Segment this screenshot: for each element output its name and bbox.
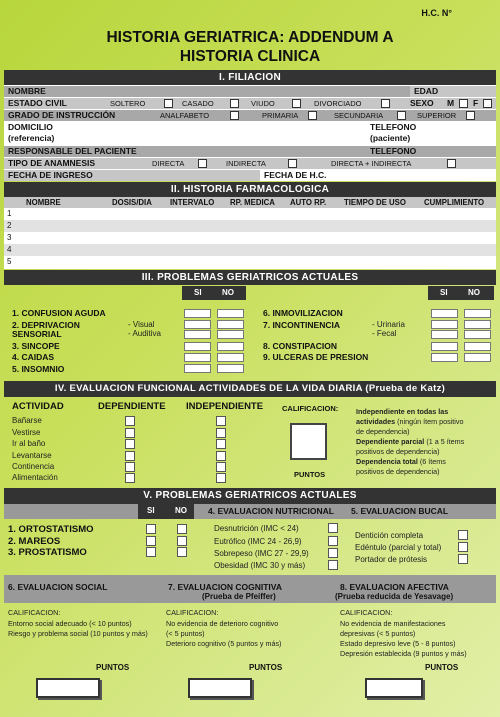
constipacion-label: 8. CONSTIPACION xyxy=(263,341,337,351)
section5-subheader xyxy=(4,504,496,519)
row-estado-civil xyxy=(4,98,496,109)
note-line: CALIFICACION: xyxy=(166,608,219,617)
social-puntos-label: PUNTOS xyxy=(96,663,130,672)
ulceras-si-box[interactable] xyxy=(431,353,458,362)
auditiva-no-box[interactable] xyxy=(217,330,244,339)
mareos-si-checkbox[interactable] xyxy=(146,536,156,546)
sexo-f-label: F xyxy=(473,98,479,108)
section-problemas2-header: V. PROBLEMAS GERIATRICOS ACTUALES xyxy=(4,488,496,504)
divorciado-label: DIVORCIADO xyxy=(314,99,362,108)
afectiva-puntos-label: PUNTOS xyxy=(425,663,459,672)
katz-item: Alimentación xyxy=(12,473,58,482)
ortostatismo-no-checkbox[interactable] xyxy=(177,524,187,534)
protesis-checkbox[interactable] xyxy=(458,554,468,564)
row-number: 5 xyxy=(7,257,12,266)
col-intervalo: INTERVALO xyxy=(170,198,215,207)
buc-option: Portador de prótesis xyxy=(355,555,428,564)
auditiva-si-box[interactable] xyxy=(184,330,211,339)
ulceras-no-box[interactable] xyxy=(464,353,491,362)
afectiva-notes xyxy=(340,608,467,659)
visual-no-box[interactable] xyxy=(217,320,244,329)
sexo-f-checkbox[interactable] xyxy=(483,99,492,108)
inmovilizacion-label: 6. INMOVILIZACION xyxy=(263,308,343,318)
si-label: SI xyxy=(194,288,202,297)
ulceras-label: 9. ULCERAS DE PRESION xyxy=(263,352,369,362)
continencia-ind-checkbox[interactable] xyxy=(216,462,226,472)
desnutricion-checkbox[interactable] xyxy=(328,523,338,533)
yesavage-subheader: (Prueba reducida de Yesavage) xyxy=(335,592,454,601)
edad-label: EDAD xyxy=(410,86,496,97)
tipo-anamnesis-label: TIPO DE ANAMNESIS xyxy=(8,158,96,168)
table-row xyxy=(4,244,496,256)
note-line: (< 5 puntos) xyxy=(166,629,205,638)
farmacologica-table-header xyxy=(4,197,496,208)
confusion-no-box[interactable] xyxy=(217,309,244,318)
note-line: de dependencia) xyxy=(356,427,410,436)
sexo-m-checkbox[interactable] xyxy=(459,99,468,108)
soltero-checkbox[interactable] xyxy=(164,99,173,108)
note-line: (6 ítems xyxy=(419,457,446,466)
actividad-header: ACTIVIDAD xyxy=(12,401,64,412)
bano-dep-checkbox[interactable] xyxy=(125,439,135,449)
section-problemas-header: III. PROBLEMAS GERIATRICOS ACTUALES xyxy=(4,270,496,285)
urinaria-si-box[interactable] xyxy=(431,320,458,329)
katz-item: Continencia xyxy=(12,462,55,471)
viudo-checkbox[interactable] xyxy=(292,99,301,108)
sobrepeso-checkbox[interactable] xyxy=(328,548,338,558)
section-farmacologica-header: II. HISTORIA FARMACOLOGICA xyxy=(4,182,496,197)
obesidad-checkbox[interactable] xyxy=(328,560,338,570)
note-line: No evidencia de deterioro cognitivo xyxy=(166,619,279,628)
telefono-responsable-label: TELEFONO xyxy=(370,146,417,156)
insomnio-si-box[interactable] xyxy=(184,364,211,373)
confusion-si-box[interactable] xyxy=(184,309,211,318)
paciente-label: (paciente) xyxy=(370,133,411,143)
row-number: 2 xyxy=(7,221,12,230)
vestirse-ind-checkbox[interactable] xyxy=(216,428,226,438)
alimentacion-dep-checkbox[interactable] xyxy=(125,473,135,483)
sincope-no-box[interactable] xyxy=(217,342,244,351)
directa-label: DIRECTA xyxy=(152,159,185,168)
table-row xyxy=(4,256,496,268)
urinaria-no-box[interactable] xyxy=(464,320,491,329)
row-number: 3 xyxy=(7,233,12,242)
directa-indirecta-label: DIRECTA + INDIRECTA xyxy=(331,159,412,168)
pfeiffer-subheader: (Prueba de Pfeiffer) xyxy=(202,592,276,601)
no-label: NO xyxy=(468,288,480,297)
sincope-label: 3. SINCOPE xyxy=(12,341,60,351)
nutricional-header: 4. EVALUACION NUTRICIONAL xyxy=(208,506,334,516)
afectiva-score-box[interactable] xyxy=(365,678,423,698)
divorciado-checkbox[interactable] xyxy=(381,99,390,108)
fecal-no-box[interactable] xyxy=(464,330,491,339)
note-line: CALIFICACION: xyxy=(8,608,61,617)
referencia-label: (referencia) xyxy=(8,133,55,143)
note-line: positivos de dependencia) xyxy=(356,447,440,456)
table-row xyxy=(4,220,496,232)
prostatismo-label: 3. PROSTATISMO xyxy=(8,547,87,558)
row-anamnesis xyxy=(4,158,496,169)
sensorial-label: SENSORIAL xyxy=(12,329,62,339)
mareos-label: 2. MAREOS xyxy=(8,536,61,547)
directa-checkbox[interactable] xyxy=(198,159,207,168)
fecal-si-box[interactable] xyxy=(431,330,458,339)
nut-option: Eutrófico (IMC 24 - 26,9) xyxy=(214,537,302,546)
buc-option: Edéntulo (parcial y total) xyxy=(355,543,442,552)
hc-number-label: H.C. N° xyxy=(421,8,452,18)
independiente-header: INDEPENDIENTE xyxy=(186,401,264,412)
note-line: Estado depresivo leve (5 - 8 puntos) xyxy=(340,639,456,648)
insomnio-no-box[interactable] xyxy=(217,364,244,373)
col-cumplimiento: CUMPLIMIENTO xyxy=(424,198,485,207)
note-line: Dependencia total xyxy=(356,457,418,466)
note-line: Entorno social adecuado (< 10 puntos) xyxy=(8,619,132,628)
si-label: SI xyxy=(440,288,448,297)
note-line: CALIFICACION: xyxy=(340,608,393,617)
caidas-si-box[interactable] xyxy=(184,353,211,362)
domicilio-label: DOMICILIO xyxy=(8,122,53,132)
note-line: actividades xyxy=(356,417,396,426)
sexo-m-label: M xyxy=(447,98,455,108)
col-dosis: DOSIS/DIA xyxy=(112,198,152,207)
section-funcional-header: IV. EVALUACION FUNCIONAL ACTIVIDADES DE LA VIDA DIARIA (Prueba de Katz) xyxy=(4,381,496,397)
dependiente-header: DEPENDIENTE xyxy=(98,401,166,412)
cognitiva-notes xyxy=(166,608,281,649)
casado-checkbox[interactable] xyxy=(230,99,239,108)
si-label: SI xyxy=(147,506,155,515)
afectiva-header: 8. EVALUACION AFECTIVA xyxy=(340,582,449,592)
directa-indirecta-checkbox[interactable] xyxy=(447,159,456,168)
note-line: Riesgo y problema social (10 puntos y más) xyxy=(8,629,148,638)
katz-item: Levantarse xyxy=(12,451,52,460)
col-auto-rp: AUTO RP. xyxy=(290,198,327,207)
farmacologica-table xyxy=(4,197,496,269)
secundaria-label: SECUNDARIA xyxy=(334,111,384,120)
buc-option: Dentición completa xyxy=(355,531,424,540)
indirecta-checkbox[interactable] xyxy=(288,159,297,168)
denticion-checkbox[interactable] xyxy=(458,530,468,540)
nut-option: Obesidad (IMC 30 y más) xyxy=(214,561,306,570)
viudo-label: VIUDO xyxy=(251,99,275,108)
banarse-ind-checkbox[interactable] xyxy=(216,416,226,426)
analfabeto-label: ANALFABETO xyxy=(160,111,210,120)
confusion-aguda-label: 1. CONFUSION AGUDA xyxy=(12,308,106,318)
note-line: (ningún ítem positivo xyxy=(397,417,464,426)
social-score-box[interactable] xyxy=(36,678,100,698)
katz-note-independiente xyxy=(356,407,464,477)
bano-ind-checkbox[interactable] xyxy=(216,439,226,449)
note-line: depresivas (< 5 puntos) xyxy=(340,629,416,638)
vestirse-dep-checkbox[interactable] xyxy=(125,428,135,438)
ortostatismo-label: 1. ORTOSTATISMO xyxy=(8,524,94,535)
primaria-label: PRIMARIA xyxy=(262,111,299,120)
section-filiacion-header: I. FILIACION xyxy=(4,70,496,85)
inmovilizacion-si-box[interactable] xyxy=(431,309,458,318)
fecal-label: - Fecal xyxy=(372,329,397,338)
cognitiva-score-box[interactable] xyxy=(188,678,252,698)
calificacion-label: CALIFICACION: xyxy=(282,404,339,413)
constipacion-si-box[interactable] xyxy=(431,342,458,351)
note-line: positivos de dependencia) xyxy=(356,467,440,476)
katz-score-box[interactable] xyxy=(290,423,327,460)
cognitiva-puntos-label: PUNTOS xyxy=(249,663,283,672)
note-line: Independiente en todas las xyxy=(356,407,449,416)
prostatismo-si-checkbox[interactable] xyxy=(146,547,156,557)
row-number: 1 xyxy=(7,209,12,218)
estado-civil-label: ESTADO CIVIL xyxy=(8,98,67,108)
nut-option: Sobrepeso (IMC 27 - 29,9) xyxy=(214,549,309,558)
col-nombre: NOMBRE xyxy=(26,198,61,207)
mareos-no-checkbox[interactable] xyxy=(177,536,187,546)
secundaria-checkbox[interactable] xyxy=(397,111,406,120)
row-fechas xyxy=(4,170,496,181)
bucal-header: 5. EVALUACION BUCAL xyxy=(351,506,449,516)
si-no-header-right xyxy=(428,286,494,300)
col-tiempo-uso: TIEMPO DE USO xyxy=(344,198,406,207)
nombre-label: NOMBRE xyxy=(8,86,46,96)
social-header: 6. EVALUACION SOCIAL xyxy=(8,582,108,592)
row-nombre xyxy=(4,86,496,97)
grado-label: GRADO DE INSTRUCCIÓN xyxy=(8,110,116,120)
responsable-label: RESPONSABLE DEL PACIENTE xyxy=(8,146,137,156)
eutrofico-checkbox[interactable] xyxy=(328,536,338,546)
edentulo-checkbox[interactable] xyxy=(458,542,468,552)
row-number: 4 xyxy=(7,245,12,254)
si-no-header-left xyxy=(182,286,246,300)
casado-label: CASADO xyxy=(182,99,214,108)
ortostatismo-si-checkbox[interactable] xyxy=(146,524,156,534)
row-grado xyxy=(4,110,496,121)
title-line-1: HISTORIA GERIATRICA: ADDENDUM A xyxy=(106,29,394,46)
caidas-label: 4. CAIDAS xyxy=(12,352,55,362)
levantarse-dep-checkbox[interactable] xyxy=(125,451,135,461)
primaria-checkbox[interactable] xyxy=(308,111,317,120)
katz-item: Ir al baño xyxy=(12,439,46,448)
note-line: No evidencia de manifestaciones xyxy=(340,619,446,628)
inmovilizacion-no-box[interactable] xyxy=(464,309,491,318)
col-rp-medica: RP. MEDICA xyxy=(230,198,275,207)
form-title xyxy=(0,28,500,66)
insomnio-label: 5. INSOMNIO xyxy=(12,364,65,374)
visual-label: - Visual xyxy=(128,320,155,329)
superior-checkbox[interactable] xyxy=(466,111,475,120)
note-line: (1 a 5 ítems xyxy=(426,437,465,446)
levantarse-ind-checkbox[interactable] xyxy=(216,451,226,461)
incontinencia-label: 7. INCONTINENCIA xyxy=(263,320,340,330)
evaluations-header-bar xyxy=(4,575,496,603)
visual-si-box[interactable] xyxy=(184,320,211,329)
no-label: NO xyxy=(175,506,187,515)
prostatismo-no-checkbox[interactable] xyxy=(177,547,187,557)
deprivacion-label: 2. DEPRIVACION xyxy=(12,320,80,330)
caidas-no-box[interactable] xyxy=(217,353,244,362)
constipacion-no-box[interactable] xyxy=(464,342,491,351)
katz-item: Vestirse xyxy=(12,428,41,437)
sexo-label: SEXO xyxy=(410,98,434,108)
fecha-hc-label: FECHA DE H.C. xyxy=(264,170,327,180)
title-line-2: HISTORIA CLINICA xyxy=(179,48,321,65)
table-row xyxy=(4,208,496,220)
note-line: Dependiente parcial xyxy=(356,437,425,446)
row-domicilio xyxy=(4,122,496,145)
sincope-si-box[interactable] xyxy=(184,342,211,351)
superior-label: SUPERIOR xyxy=(417,111,457,120)
fecha-ingreso-label: FECHA DE INGRESO xyxy=(4,170,260,181)
social-notes xyxy=(8,608,148,639)
note-line: Depresión establecida (9 puntos y más) xyxy=(340,649,467,658)
table-row xyxy=(4,232,496,244)
auditiva-label: - Auditiva xyxy=(128,329,161,338)
indirecta-label: INDIRECTA xyxy=(226,159,266,168)
row-responsable xyxy=(4,146,496,157)
katz-puntos-label: PUNTOS xyxy=(294,470,326,479)
no-label: NO xyxy=(222,288,234,297)
urinaria-label: - Urinaria xyxy=(372,320,405,329)
note-line: Deterioro cognitivo (5 puntos y más) xyxy=(166,639,282,648)
analfabeto-checkbox[interactable] xyxy=(230,111,239,120)
continencia-dep-checkbox[interactable] xyxy=(125,462,135,472)
soltero-label: SOLTERO xyxy=(110,99,146,108)
banarse-dep-checkbox[interactable] xyxy=(125,416,135,426)
telefono-label: TELEFONO xyxy=(370,122,417,132)
cognitiva-header: 7. EVALUACION COGNITIVA xyxy=(168,582,282,592)
nut-option: Desnutrición (IMC < 24) xyxy=(214,524,299,533)
alimentacion-ind-checkbox[interactable] xyxy=(216,473,226,483)
katz-item: Bañarse xyxy=(12,416,42,425)
